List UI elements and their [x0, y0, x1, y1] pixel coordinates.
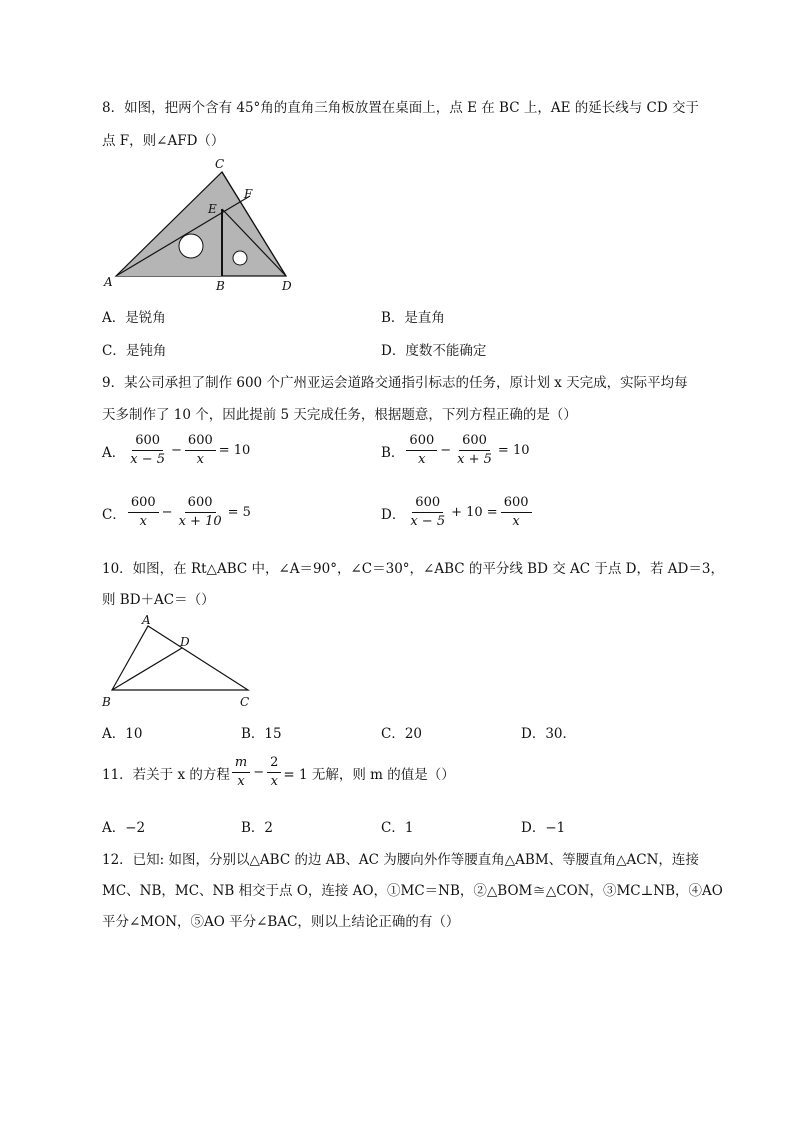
q10-option-c[interactable]: C．20 [381, 726, 423, 742]
q11-option-b[interactable]: B．2 [241, 820, 274, 836]
q10-figure [100, 612, 260, 710]
q8-label-a: A [104, 275, 113, 289]
q8-option-b[interactable]: B．是直角 [381, 310, 445, 326]
q9-option-a[interactable]: A． $\frac{600}{x - 5}$ − $\frac{600}{x}$ = 10 [102, 433, 251, 467]
q10-text-line1: 10．如图，在 Rt△ABC 中，∠A＝90°，∠C＝30°，∠ABC 的平分线 BD 交 AC 于点 D，若 AD＝3， [102, 561, 724, 577]
q10-bisector-bd [112, 648, 182, 690]
q9-text-line1: 9．某公司承担了制作 600 个广州亚运会道路交通指引标志的任务，原计划 x 天完成，实际平均每 [102, 375, 688, 391]
q8-text-line2: 点 F，则∠AFD（） [102, 133, 225, 149]
q11-option-d[interactable]: D．−1 [521, 820, 566, 836]
q12-text-line1: 12．已知: 如图，分别以△ABC 的边 AB、AC 为腰向外作等腰直角△ABM、等腰直角△ACN，连接 [102, 852, 699, 868]
q11-option-a[interactable]: A．−2 [102, 820, 146, 836]
q11-option-c[interactable]: C．1 [381, 820, 414, 836]
q10-label-a: A [142, 613, 151, 627]
q10-option-b[interactable]: B．15 [241, 726, 282, 742]
q8-label-b: B [216, 279, 225, 293]
q8-option-c[interactable]: C．是钝角 [102, 343, 167, 359]
q9-text-line2: 天多制作了 10 个，因此提前 5 天完成任务，根据题意，下列方程正确的是（） [102, 407, 577, 423]
q8-circle-large [179, 234, 203, 258]
q8-label-f: F [244, 187, 253, 201]
q8-label-e: E [208, 202, 217, 216]
q8-circle-small [233, 251, 247, 265]
q10-label-d: D [180, 635, 190, 649]
q8-option-d[interactable]: D．度数不能确定 [381, 343, 487, 359]
q8-label-d: D [282, 279, 292, 293]
q8-figure [100, 152, 305, 300]
q10-label-b: B [102, 695, 111, 709]
q10-text-line2: 则 BD＋AC＝（） [102, 592, 215, 608]
q10-option-d[interactable]: D．30． [521, 726, 577, 742]
q11-text: 11．若关于 x 的方程 $\frac{m}{x}$ − $\frac{2}{x}$ = 1 无解，则 m 的值是（） [102, 755, 455, 789]
q9-option-b[interactable]: B． $\frac{600}{x}$ − $\frac{600}{x + 5}$ = 10 [381, 433, 530, 467]
q9-option-c[interactable]: C． $\frac{600}{x}$ − $\frac{600}{x + 10}$ = 5 [102, 495, 251, 529]
q8-text-line1: 8．如图，把两个含有 45°角的直角三角板放置在桌面上，点 E 在 BC 上，AE 的延长线与 CD 交于 [102, 100, 699, 116]
q8-label-c: C [215, 157, 225, 171]
q12-text-line2: MC、NB，MC、NB 相交于点 O，连接 AO，①MC＝NB，②△BOM≅△CON，③MC⊥NB，④AO [102, 883, 723, 899]
q10-option-a[interactable]: A．10 [102, 726, 143, 742]
q10-label-c: C [240, 695, 250, 709]
q12-text-line3: 平分∠MON，⑤AO 平分∠BAC，则以上结论正确的有（） [102, 914, 460, 930]
q9-option-d[interactable]: D． $\frac{600}{x - 5}$ + 10 = $\frac{600}{x}$ [381, 496, 534, 529]
q8-option-a[interactable]: A．是锐角 [102, 310, 166, 326]
